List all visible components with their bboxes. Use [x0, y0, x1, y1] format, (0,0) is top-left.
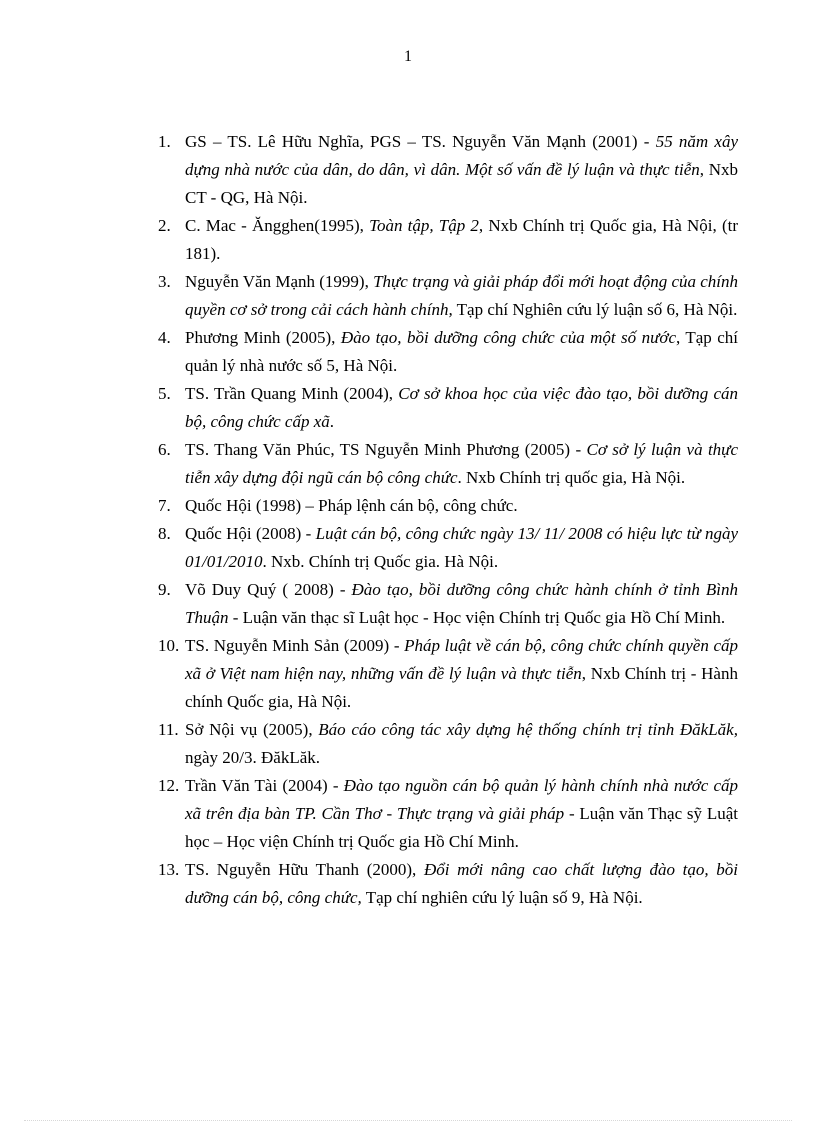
reference-title: Đào tạo nguồn cán bộ quản lý hành chính nhà nước cấp xã trên địa bàn TP. Cần Thơ - Thực trạng và giải pháp	[185, 776, 738, 823]
reference-detail: , Nxb Chính trị - Hành chính Quốc gia, Hà Nội.	[185, 664, 738, 711]
reference-text	[185, 720, 738, 767]
reference-detail: TS. Thang Văn Phúc, TS Nguyễn Minh Phương (2005) -	[185, 440, 587, 459]
reference-detail: , Nxb CT - QG, Hà Nội.	[185, 160, 738, 207]
reference-detail: .	[329, 412, 334, 431]
reference-text	[185, 328, 738, 375]
reference-number: 8.	[158, 524, 171, 543]
reference-text	[185, 272, 738, 319]
reference-text	[185, 524, 738, 571]
reference-item	[158, 380, 738, 436]
reference-detail: ngày 20/3. ĐăkLăk.	[185, 748, 321, 767]
reference-title: Thực trạng và giải pháp đổi mới hoạt động của chính quyền cơ sở trong cải cách hành chính,	[185, 272, 739, 319]
reference-title: Báo cáo công tác xây dựng hệ thống chính trị tỉnh ĐăkLăk,	[318, 720, 738, 739]
page-bottom-divider	[24, 1120, 792, 1121]
reference-item	[158, 128, 738, 212]
reference-detail: . Nxb Chính trị quốc gia, Hà Nội.	[457, 468, 686, 487]
reference-number: 4.	[158, 328, 171, 347]
reference-detail: Quốc Hội (2008) -	[185, 524, 316, 543]
reference-number: 9.	[158, 580, 171, 599]
reference-item	[158, 520, 738, 576]
reference-title: Pháp luật về cán bộ, công chức chính quyền cấp xã ở Việt nam hiện nay, những vấn đề lý luận và thực tiễn	[185, 636, 739, 683]
reference-number: 2.	[158, 216, 171, 235]
reference-text	[185, 216, 738, 263]
reference-title: 55 năm xây dựng nhà nước của dân, do dân, vì dân. Một số vấn đề lý luận và thực tiễn	[185, 132, 738, 179]
reference-number: 10.	[158, 636, 180, 655]
reference-title: Luật cán bộ, công chức ngày 13/ 11/ 2008 có hiệu lực từ ngày 01/01/2010	[185, 524, 738, 571]
reference-text	[185, 384, 738, 431]
reference-number: 5.	[158, 384, 171, 403]
reference-detail: TS. Nguyễn Hữu Thanh (2000),	[185, 860, 424, 879]
reference-item	[158, 436, 738, 492]
reference-item	[158, 772, 738, 856]
reference-text	[185, 776, 738, 851]
reference-title: Cơ sở lý luận và thực tiễn xây dựng đội ngũ cán bộ công chức	[185, 440, 738, 487]
reference-number: 1.	[158, 132, 171, 151]
reference-detail: , Tạp chí quản lý nhà nước số 5, Hà Nội.	[185, 328, 738, 375]
reference-item	[158, 856, 738, 912]
reference-item	[158, 212, 738, 268]
reference-text	[185, 496, 518, 515]
reference-number: 13.	[158, 860, 180, 879]
reference-detail: C. Mac - Ăngghen(1995),	[185, 216, 370, 235]
reference-item	[158, 492, 738, 520]
reference-title: Đổi mới nâng cao chất lượng đào tạo, bồi dưỡng cán bộ, công chức,	[185, 860, 738, 907]
reference-text	[185, 132, 738, 207]
reference-item	[158, 324, 738, 380]
reference-detail: Tạp chí Nghiên cứu lý luận số 6, Hà Nội.	[452, 300, 738, 319]
reference-detail: - Luận văn Thạc sỹ Luật học – Học viện Chính trị Quốc gia Hồ Chí Minh.	[185, 804, 738, 851]
reference-detail: Quốc Hội (1998) – Pháp lệnh cán bộ, công chức.	[185, 496, 518, 515]
reference-title: Đào tạo, bồi dưỡng công chức hành chính ở tỉnh Bình Thuận	[185, 580, 738, 627]
reference-item	[158, 632, 738, 716]
reference-text	[185, 580, 738, 627]
reference-text	[185, 636, 738, 711]
reference-title: Đào tạo, bồi dưỡng công chức của một số nước	[340, 328, 676, 347]
reference-item	[158, 576, 738, 632]
reference-title: Cơ sở khoa học của việc đào tạo, bồi dưỡng cán bộ, công chức cấp xã	[185, 384, 738, 431]
page-number: 1	[404, 48, 412, 65]
reference-item	[158, 716, 738, 772]
reference-text	[185, 440, 738, 487]
reference-detail: - Luận văn thạc sĩ Luật học - Học viện Chính trị Quốc gia Hồ Chí Minh.	[228, 608, 726, 627]
reference-detail: Võ Duy Quý ( 2008) -	[185, 580, 352, 599]
reference-text	[185, 860, 738, 907]
reference-number: 3.	[158, 272, 171, 291]
reference-title: Toàn tập, Tập 2	[369, 216, 479, 235]
reference-detail: . Nxb. Chính trị Quốc gia. Hà Nội.	[262, 552, 499, 571]
reference-detail: TS. Trần Quang Minh (2004),	[185, 384, 399, 403]
reference-detail: Sở Nội vụ (2005),	[185, 720, 319, 739]
reference-number: 11.	[158, 720, 179, 739]
reference-detail: Phương Minh (2005),	[185, 328, 341, 347]
reference-number: 7.	[158, 496, 171, 515]
reference-detail: Trần Văn Tài (2004) -	[185, 776, 344, 795]
reference-number: 6.	[158, 440, 171, 459]
reference-detail: Tạp chí nghiên cứu lý luận số 9, Hà Nội.	[361, 888, 643, 907]
reference-detail: GS – TS. Lê Hữu Nghĩa, PGS – TS. Nguyễn Văn Mạnh (2001) -	[185, 132, 656, 151]
reference-item	[158, 268, 738, 324]
reference-list	[158, 128, 738, 912]
reference-detail: Nguyễn Văn Mạnh (1999),	[185, 272, 374, 291]
reference-detail: , Nxb Chính trị Quốc gia, Hà Nội, (tr 181).	[185, 216, 738, 263]
reference-detail: TS. Nguyễn Minh Sản (2009) -	[185, 636, 405, 655]
reference-number: 12.	[158, 776, 180, 795]
